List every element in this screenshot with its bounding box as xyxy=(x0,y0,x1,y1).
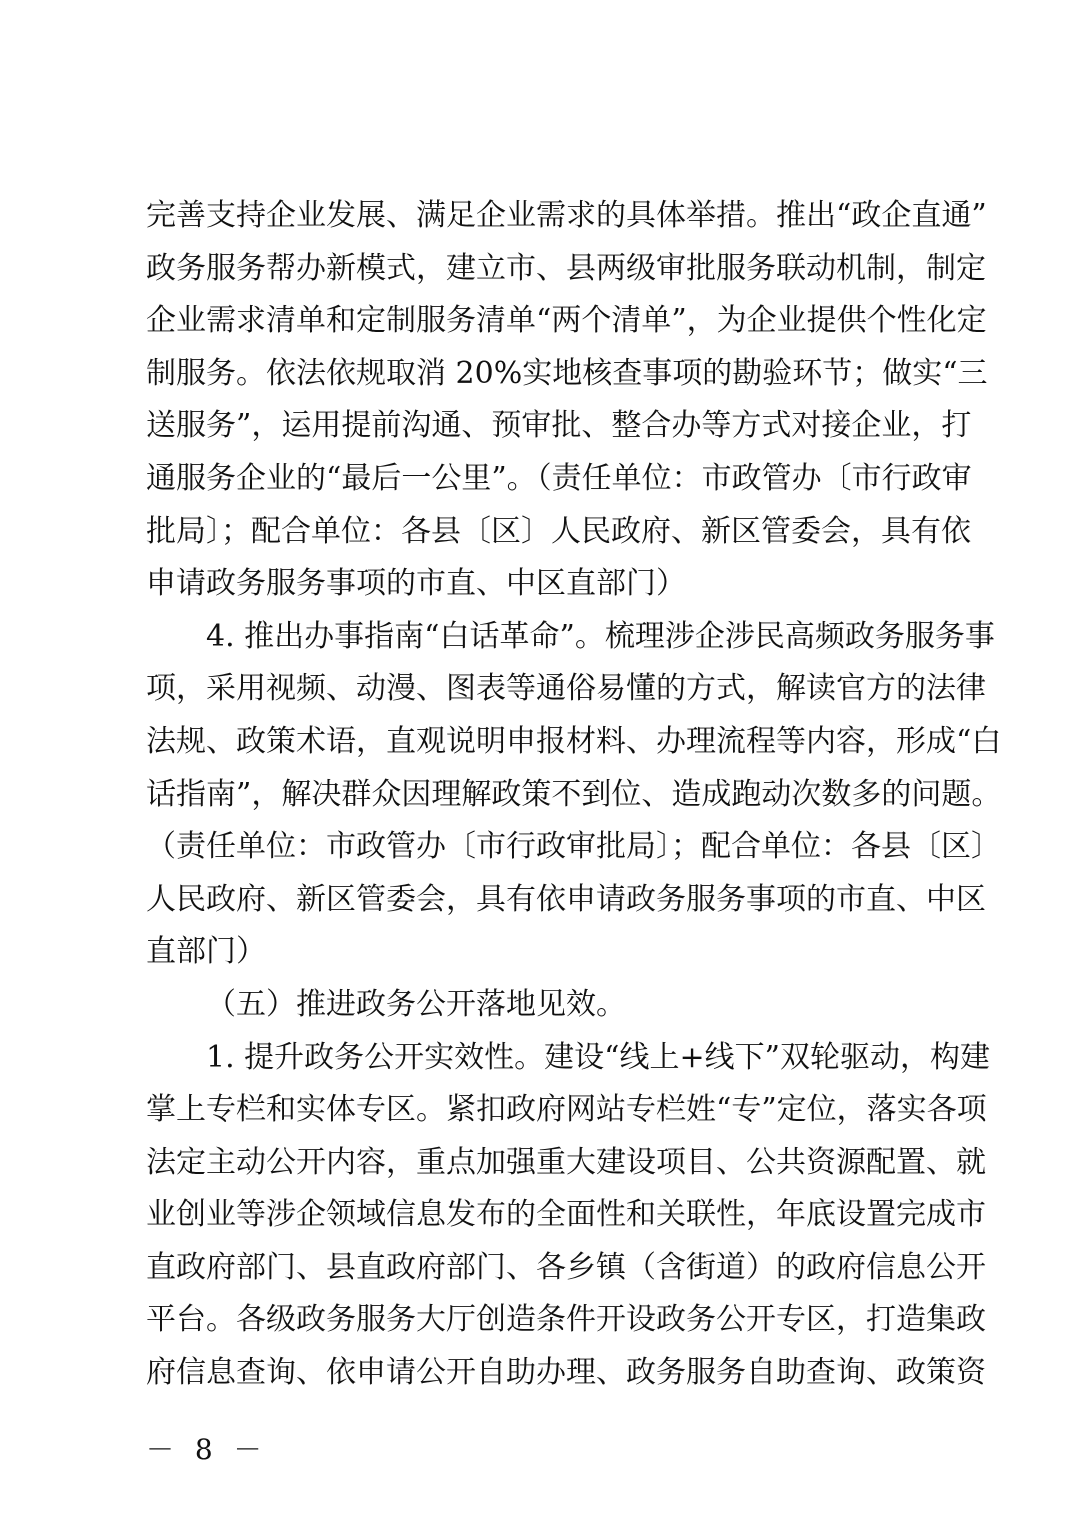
text-line: 府信息查询、依申请公开自助办理、政务服务自助查询、政策资 xyxy=(146,1355,986,1391)
text-line: 话指南”，解决群众因理解政策不到位、造成跑动次数多的问题。 xyxy=(146,776,1002,812)
text-line: 法规、政策术语，直观说明申报材料、办理流程等内容，形成“白 xyxy=(146,723,1002,759)
text-line: 政务服务帮办新模式，建立市、县两级审批服务联动机制，制定 xyxy=(146,250,986,286)
section-heading: （五）推进政务公开落地见效。 xyxy=(206,986,626,1022)
text-line: 通服务企业的“最后一公里”。（责任单位：市政管办〔市行政审 xyxy=(146,460,972,496)
paragraph-continued xyxy=(146,190,988,611)
document-body xyxy=(146,190,1002,1400)
text-line: 掌上专栏和实体专区。紧扣政府网站专栏姓“专”定位，落实各项 xyxy=(146,1092,987,1128)
page-number: － 8 － xyxy=(146,1433,268,1466)
text-line: （责任单位：市政管办〔市行政审批局〕；配合单位：各县〔区〕 xyxy=(146,829,1001,865)
text-line: 平台。各级政务服务大厅创造条件开设政务公开专区，打造集政 xyxy=(146,1302,986,1338)
text-line: 企业需求清单和定制服务清单“两个清单”，为企业提供个性化定 xyxy=(146,303,987,339)
text-line: 4. 推出办事指南“白话革命”。梳理涉企涉民高频政务服务事 xyxy=(206,618,995,654)
text-line: 申请政务服务事项的市直、中区直部门） xyxy=(146,566,686,602)
text-line: 送服务”，运用提前沟通、预审批、整合办等方式对接企业，打 xyxy=(146,408,972,444)
text-line: 完善支持企业发展、满足企业需求的具体举措。推出“政企直通” xyxy=(146,198,987,233)
text-line: 法定主动公开内容，重点加强重大建设项目、公共资源配置、就 xyxy=(146,1144,986,1180)
paragraph-item-4 xyxy=(146,611,1002,979)
text-line: 直部门） xyxy=(146,934,266,970)
text-line: 批局〕；配合单位：各县〔区〕人民政府、新区管委会，具有依 xyxy=(146,513,971,549)
text-line: 1. 提升政务公开实效性。建设“线上+线下”双轮驱动，构建 xyxy=(206,1039,990,1075)
paragraph-item-1 xyxy=(146,1032,990,1400)
text-line: 业创业等涉企领域信息发布的全面性和关联性，年底设置完成市 xyxy=(146,1197,986,1233)
text-line: 制服务。依法依规取消 20%实地核查事项的勘验环节；做实“三 xyxy=(146,355,988,391)
text-line: 直政府部门、县直政府部门、各乡镇（含街道）的政府信息公开 xyxy=(146,1249,986,1285)
text-line: 人民政府、新区管委会，具有依申请政务服务事项的市直、中区 xyxy=(146,881,986,917)
text-line: 项，采用视频、动漫、图表等通俗易懂的方式，解读官方的法律 xyxy=(146,671,986,707)
section-heading-5 xyxy=(146,979,946,1032)
